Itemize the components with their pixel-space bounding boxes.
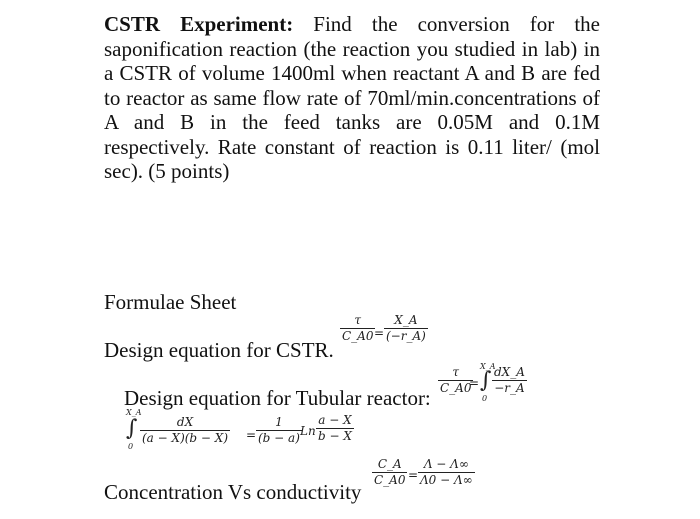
- log-fraction: [316, 414, 354, 443]
- tubular-upper-limit: X_A: [480, 362, 496, 371]
- problem-label: CSTR Experiment:: [104, 12, 294, 36]
- integral-num: dX: [176, 415, 194, 429]
- integral-fraction: [140, 416, 230, 445]
- cstr-rhs-fraction: [384, 314, 428, 343]
- integral-upper-limit: X_A: [126, 408, 142, 417]
- cstr-equals: =: [374, 326, 385, 340]
- log-den: b − X: [318, 429, 352, 443]
- integral-equals: =: [246, 428, 257, 442]
- integral-coef-num: 1: [275, 415, 283, 429]
- problem-statement: [104, 12, 600, 184]
- cstr-lhs-fraction: [340, 314, 375, 343]
- tubular-lhs-den: C_A0: [440, 381, 472, 395]
- tubular-integrand-den: −r_A: [494, 381, 525, 395]
- integral-identity: [124, 408, 384, 454]
- integral-sign-icon: ∫: [126, 416, 138, 441]
- integral-coef-den: (b − a): [258, 431, 300, 445]
- tubular-integrand-num: dX_A: [494, 365, 525, 379]
- conductivity-equation: [372, 458, 482, 498]
- tubular-equation-label: Design equation for Tubular reactor:: [124, 386, 431, 410]
- tubular-integrand: [492, 366, 527, 395]
- tubular-lower-limit: 0: [482, 394, 488, 403]
- conductivity-lhs-num: C_A: [377, 457, 402, 471]
- cstr-lhs-den: C_A0: [342, 329, 374, 343]
- cstr-rhs-num: X_A: [394, 313, 418, 327]
- cstr-equation-label: Design equation for CSTR.: [104, 338, 334, 362]
- conductivity-lhs-fraction: [372, 458, 407, 487]
- integral-coefficient: [256, 416, 302, 445]
- tubular-lhs-num: τ: [452, 365, 460, 379]
- cstr-rhs-den: (−r_A): [386, 329, 426, 343]
- cstr-equation: [340, 314, 440, 354]
- conductivity-rhs-den: Λ0 − Λ∞: [420, 473, 473, 487]
- log-num: a − X: [318, 413, 352, 427]
- cstr-lhs-num: τ: [354, 313, 362, 327]
- conductivity-rhs-num: Λ − Λ∞: [423, 457, 469, 471]
- conductivity-equals: =: [408, 468, 419, 482]
- tubular-equals: =: [469, 376, 480, 390]
- conductivity-lhs-den: C_A0: [374, 473, 406, 487]
- conductivity-rhs-fraction: [418, 458, 475, 487]
- conductivity-label: Concentration Vs conductivity: [104, 480, 362, 504]
- integral-den: (a − X)(b − X): [142, 431, 229, 445]
- integral-lower-limit: 0: [128, 442, 134, 451]
- ln-symbol: Ln: [300, 424, 316, 438]
- integral-sign-icon: ∫: [480, 368, 492, 393]
- tubular-equation: [438, 362, 528, 404]
- formulae-heading: Formulae Sheet: [104, 290, 237, 314]
- problem-text: Find the conversion for the saponification reaction (the reaction you studied in lab) in a CSTR of volume 1400ml when reactant A and B are fed to reactor as same flow rate of 70ml/min.concentrations of A and B in the feed tanks are 0.05M and 0.1M respectively. Rate constant of reaction is 0.11 liter/ (mol sec). (5 points): [104, 12, 600, 183]
